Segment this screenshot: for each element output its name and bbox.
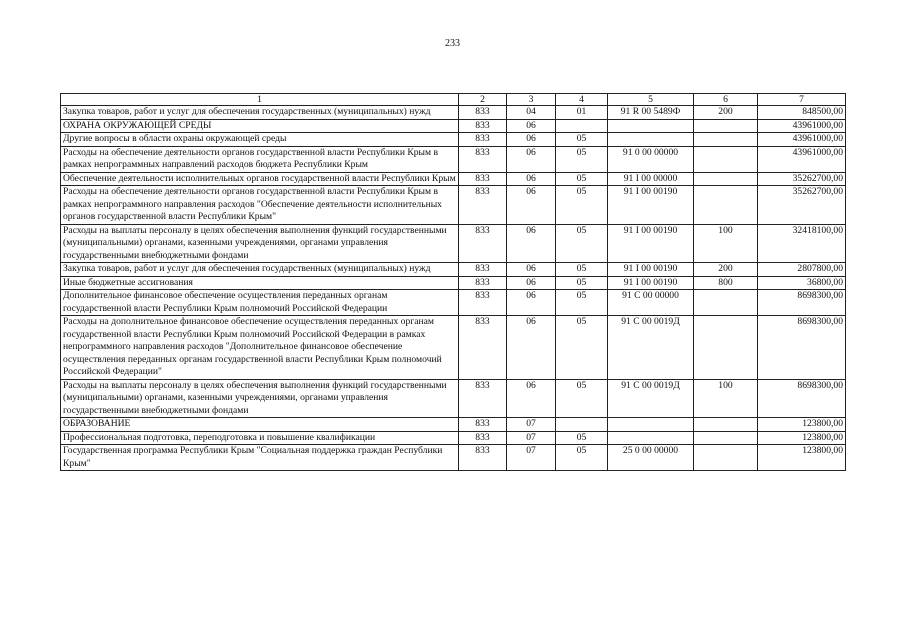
row-description: Закупка товаров, работ и услуг для обеспечения государственных (муниципальных) нужд [61, 106, 459, 120]
budget-table [60, 93, 846, 471]
admin-code: 833 [459, 106, 507, 120]
row-description: Профессиональная подготовка, переподготовка и повышение квалификации [61, 431, 459, 445]
column-header: 2 [459, 94, 507, 106]
expense-type-code [694, 186, 758, 225]
amount-value: 43961000,00 [758, 146, 846, 172]
expense-type-code: 200 [694, 263, 758, 277]
table-row [61, 316, 846, 380]
target-article-code: 91 I 00 00190 [608, 263, 694, 277]
section-code: 07 [507, 418, 556, 432]
column-header: 3 [507, 94, 556, 106]
column-header: 6 [694, 94, 758, 106]
table-row [61, 418, 846, 432]
row-description: Расходы на обеспечение деятельности органов государственной власти Республики Крым в рамках непрограммных направлений расходов бюджета Республики Крым [61, 146, 459, 172]
admin-code: 833 [459, 133, 507, 147]
table-row [61, 276, 846, 290]
table-row [61, 379, 846, 418]
table-row [61, 431, 846, 445]
section-code: 06 [507, 146, 556, 172]
target-article-code: 91 I 00 00000 [608, 172, 694, 186]
section-code: 06 [507, 172, 556, 186]
table-row [61, 263, 846, 277]
admin-code: 833 [459, 418, 507, 432]
admin-code: 833 [459, 186, 507, 225]
admin-code: 833 [459, 379, 507, 418]
expense-type-code: 100 [694, 379, 758, 418]
row-description: Расходы на обеспечение деятельности органов государственной власти Республики Крым в рамках непрограммного направления расходов "Обеспечение деятельности исполнительных органов государственной власти Республики Крым" [61, 186, 459, 225]
subsection-code: 05 [556, 146, 608, 172]
subsection-code: 05 [556, 445, 608, 471]
subsection-code: 05 [556, 290, 608, 316]
table-row [61, 224, 846, 263]
section-code: 06 [507, 133, 556, 147]
expense-type-code: 100 [694, 224, 758, 263]
target-article-code: 91 С 00 0019Д [608, 379, 694, 418]
amount-value: 2807800,00 [758, 263, 846, 277]
target-article-code: 91 0 00 00000 [608, 146, 694, 172]
subsection-code: 05 [556, 186, 608, 225]
amount-value: 8698300,00 [758, 379, 846, 418]
column-header: 4 [556, 94, 608, 106]
amount-value: 123800,00 [758, 445, 846, 471]
subsection-code: 05 [556, 379, 608, 418]
row-description: Расходы на выплаты персоналу в целях обеспечения выполнения функций государственными (муниципальными) органами, казенными учреждениями, органами управления государственными внебюджетными фондами [61, 379, 459, 418]
expense-type-code [694, 172, 758, 186]
target-article-code: 91 С 00 00000 [608, 290, 694, 316]
expense-type-code [694, 290, 758, 316]
section-code: 06 [507, 119, 556, 133]
amount-value: 123800,00 [758, 418, 846, 432]
section-code: 06 [507, 186, 556, 225]
amount-value: 848500,00 [758, 106, 846, 120]
subsection-code [556, 119, 608, 133]
section-code: 07 [507, 431, 556, 445]
page-number: 233 [445, 38, 460, 49]
section-code: 07 [507, 445, 556, 471]
table-row [61, 133, 846, 147]
table-row [61, 445, 846, 471]
expense-type-code [694, 418, 758, 432]
column-header: 5 [608, 94, 694, 106]
amount-value: 8698300,00 [758, 290, 846, 316]
admin-code: 833 [459, 146, 507, 172]
section-code: 06 [507, 276, 556, 290]
row-description: ОХРАНА ОКРУЖАЮЩЕЙ СРЕДЫ [61, 119, 459, 133]
amount-value: 8698300,00 [758, 316, 846, 380]
admin-code: 833 [459, 290, 507, 316]
section-code: 06 [507, 224, 556, 263]
section-code: 06 [507, 316, 556, 380]
expense-type-code [694, 445, 758, 471]
target-article-code: 91 R 00 5489Ф [608, 106, 694, 120]
row-description: Дополнительное финансовое обеспечение осуществления переданных органам государственной власти Республики Крым полномочий Российской Федерации [61, 290, 459, 316]
subsection-code: 05 [556, 133, 608, 147]
table-row [61, 106, 846, 120]
amount-value: 43961000,00 [758, 119, 846, 133]
row-description: Другие вопросы в области охраны окружающей среды [61, 133, 459, 147]
row-description: Закупка товаров, работ и услуг для обеспечения государственных (муниципальных) нужд [61, 263, 459, 277]
table-row [61, 119, 846, 133]
subsection-code: 05 [556, 172, 608, 186]
admin-code: 833 [459, 172, 507, 186]
admin-code: 833 [459, 316, 507, 380]
table-row [61, 172, 846, 186]
admin-code: 833 [459, 119, 507, 133]
target-article-code: 91 С 00 0019Д [608, 316, 694, 380]
table-header-row [61, 94, 846, 106]
column-header: 1 [61, 94, 459, 106]
amount-value: 123800,00 [758, 431, 846, 445]
table-body [61, 106, 846, 471]
amount-value: 35262700,00 [758, 172, 846, 186]
target-article-code [608, 431, 694, 445]
amount-value: 35262700,00 [758, 186, 846, 225]
subsection-code: 05 [556, 263, 608, 277]
row-description: Иные бюджетные ассигнования [61, 276, 459, 290]
target-article-code [608, 418, 694, 432]
subsection-code: 05 [556, 276, 608, 290]
admin-code: 833 [459, 431, 507, 445]
row-description: ОБРАЗОВАНИЕ [61, 418, 459, 432]
row-description: Обеспечение деятельности исполнительных органов государственной власти Республики Крым [61, 172, 459, 186]
section-code: 04 [507, 106, 556, 120]
subsection-code: 05 [556, 431, 608, 445]
table-row [61, 146, 846, 172]
expense-type-code [694, 119, 758, 133]
admin-code: 833 [459, 445, 507, 471]
expense-type-code: 200 [694, 106, 758, 120]
row-description: Государственная программа Республики Крым "Социальная поддержка граждан Республики Крым" [61, 445, 459, 471]
section-code: 06 [507, 290, 556, 316]
subsection-code: 05 [556, 224, 608, 263]
target-article-code [608, 133, 694, 147]
table-row [61, 290, 846, 316]
target-article-code: 25 0 00 00000 [608, 445, 694, 471]
target-article-code [608, 119, 694, 133]
row-description: Расходы на выплаты персоналу в целях обеспечения выполнения функций государственными (муниципальными) органами, казенными учреждениями, органами управления государственными внебюджетными фондами [61, 224, 459, 263]
admin-code: 833 [459, 263, 507, 277]
target-article-code: 91 I 00 00190 [608, 224, 694, 263]
table-row [61, 186, 846, 225]
admin-code: 833 [459, 276, 507, 290]
expense-type-code [694, 146, 758, 172]
section-code: 06 [507, 379, 556, 418]
expense-type-code: 800 [694, 276, 758, 290]
expense-type-code [694, 316, 758, 380]
expense-type-code [694, 133, 758, 147]
column-header: 7 [758, 94, 846, 106]
expense-type-code [694, 431, 758, 445]
target-article-code: 91 I 00 00190 [608, 276, 694, 290]
admin-code: 833 [459, 224, 507, 263]
section-code: 06 [507, 263, 556, 277]
amount-value: 36800,00 [758, 276, 846, 290]
row-description: Расходы на дополнительное финансовое обеспечение осуществления переданных органам государственной власти Республики Крым полномочий Российской Федерации в рамках непрограммного направления расходов "Дополнительное финансовое обеспечение осуществления переданных органам государственной власти Республики Крым полномочий Российской Федерации" [61, 316, 459, 380]
amount-value: 32418100,00 [758, 224, 846, 263]
subsection-code: 01 [556, 106, 608, 120]
target-article-code: 91 I 00 00190 [608, 186, 694, 225]
amount-value: 43961000,00 [758, 133, 846, 147]
subsection-code: 05 [556, 316, 608, 380]
subsection-code [556, 418, 608, 432]
